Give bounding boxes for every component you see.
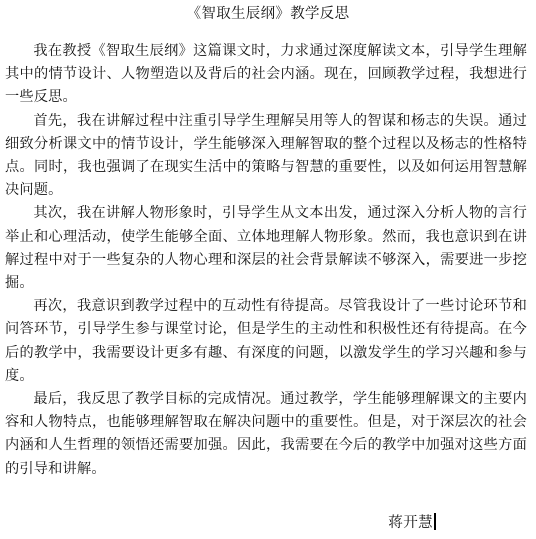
paragraph-last: 最后，我反思了教学目标的完成情况。通过教学，学生能够理解课文的主要内容和人物特点，也能够理解智取在解决问题中的重要性。但是，对于深层次的社会内涵和人生哲理的领悟还需要加强。因此，我需要在今后的教学中加强对这些方面的引导和讲解。: [5, 391, 527, 477]
document-title: 《智取生辰纲》教学反思: [186, 6, 350, 22]
author-signature: 蒋开慧: [388, 515, 433, 531]
paragraph-second: 其次，我在讲解人物形象时，引导学生从文本出发，通过深入分析人物的言行举止和心理活动，使学生能够全面、立体地理解人物形象。然而，我也意识到在讲解过程中对于一些复杂的人物心理和深层的社会背景解读不够深入，需要进一步挖掘。: [5, 205, 527, 292]
paragraph-third: 再次，我意识到教学过程中的互动性有待提高。尽管我设计了一些讨论环节和问答环节，引导学生参与课堂讨论，但是学生的主动性和积极性还有待提高。在今后的教学中，我需要设计更多有趣、有深度的问题，以激发学生的学习兴趣和参与度。: [5, 298, 527, 384]
paragraph-intro: 我在教授《智取生辰纲》这篇课文时，力求通过深度解读文本，引导学生理解其中的情节设计、人物塑造以及背后的社会内涵。现在，回顾教学过程，我想进行一些反思。: [5, 43, 527, 106]
document-body: [5, 40, 527, 481]
paragraph-first: 首先，我在讲解过程中注重引导学生理解吴用等人的智谋和杨志的失误。通过细致分析课文中的情节设计，学生能够深入理解智取的整个过程以及杨志的性格特点。同时，我也强调了在现实生活中的策略与智慧的重要性，以及如何运用智慧解决问题。: [5, 112, 527, 199]
signature-line: [388, 512, 436, 534]
text-cursor: [434, 513, 436, 530]
